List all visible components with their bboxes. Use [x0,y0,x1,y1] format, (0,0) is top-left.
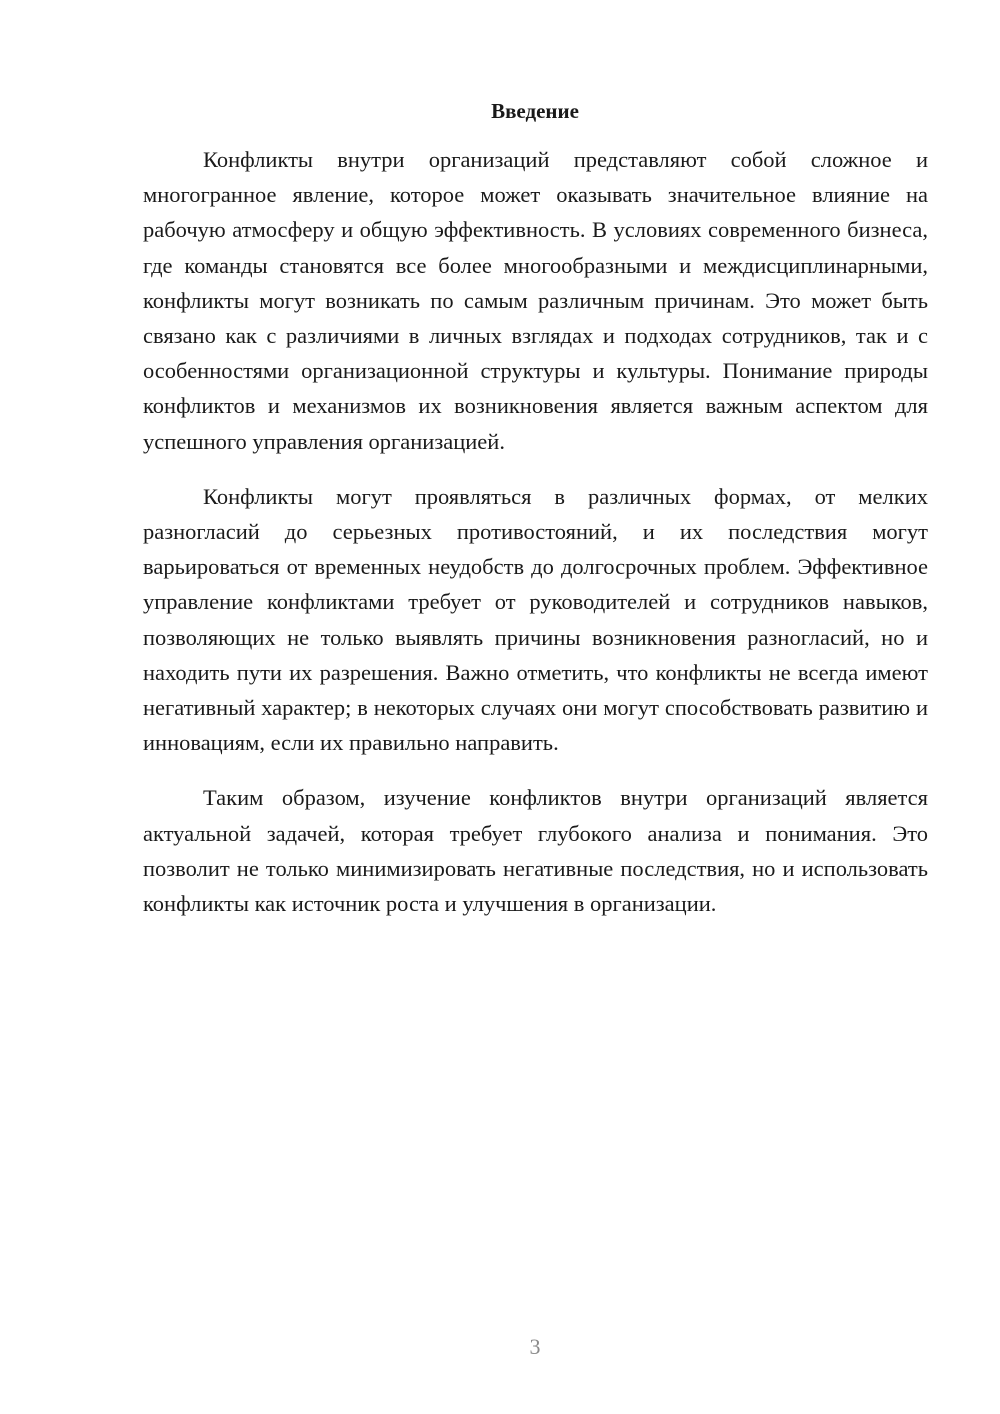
page-number: 3 [529,1334,541,1359]
body-text [143,142,928,941]
paragraph-2: Конфликты могут проявляться в различных формах, от мелких разногласий до серьезных противостояний, и их последствия могут варьироваться от временных неудобств до долгосрочных проблем. Эффективное управление конфликтами требует от руководителей и сотрудников навыков, позволяющих не только выявлять причины возникновения разногласий, но и находить пути их разрешения. Важно отметить, что конфликты не всегда имеют негативный характер; в некоторых случаях они могут способствовать развитию и инновациям, если их правильно направить. [143,483,928,756]
section-heading: Введение [491,99,579,123]
paragraph-3: Таким образом, изучение конфликтов внутри организаций является актуальной задачей, которая требует глубокого анализа и понимания. Это позволит не только минимизировать негативные последствия, но и использовать конфликты как источник роста и улучшения в организации. [143,785,928,917]
paragraph-1: Конфликты внутри организаций представляют собой сложное и многогранное явление, которое может оказывать значительное влияние на рабочую атмосферу и общую эффективность. В условиях современного бизнеса, где команды становятся все более многообразными и междисциплинарными, конфликты могут возникать по самым различным причинам. Это может быть связано как с различиями в личных взглядах и подходах сотрудников, так и с особенностями организационной структуры и культуры. Понимание природы конфликтов и механизмов их возникновения является важным аспектом для успешного управления организацией. [143,147,928,454]
